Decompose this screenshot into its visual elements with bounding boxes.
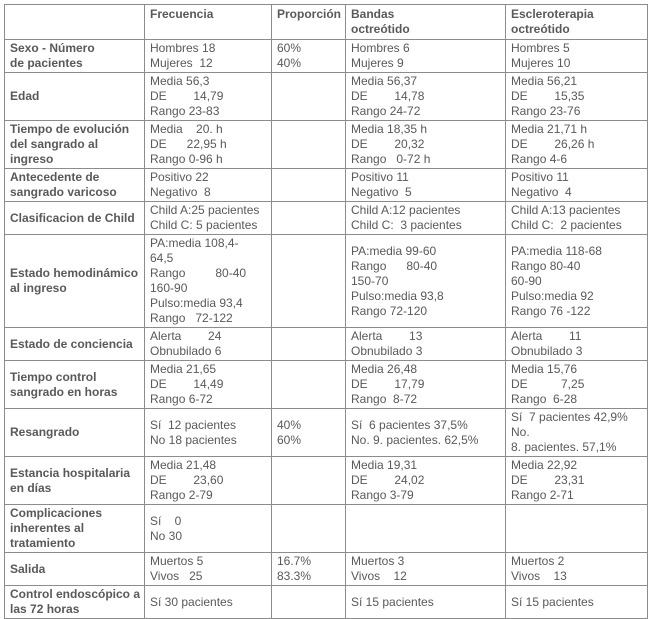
bandas-cell [346, 553, 506, 586]
cell-line: DE 14,79 [150, 89, 224, 103]
proporcion-cell [272, 586, 346, 619]
cell-line: Rango 6-28 [511, 392, 578, 406]
proporcion-cell [272, 328, 346, 361]
cell-line: 83.3% [277, 569, 312, 583]
cell-line: del sangrado al [10, 137, 99, 151]
frecuencia-cell [145, 235, 272, 328]
cell-line: Rango 2-79 [150, 488, 213, 502]
cell-line: Pulso:media 93,8 [351, 288, 444, 303]
cell-line: Sí 7 pacientes 42,9% [511, 410, 628, 424]
cell-line: Media 21,48 [150, 458, 217, 472]
cell-line: 40% [277, 417, 302, 432]
header-frecuencia: Frecuencia [145, 5, 272, 40]
cell-line: Media 56,37 [351, 74, 418, 88]
cell-line: en días [10, 480, 52, 495]
cell-line: DE 7,25 [511, 377, 585, 391]
cell-line: Child A:25 pacientes [150, 203, 260, 217]
cell-line: Child C: 2 pacientes [511, 218, 622, 232]
frecuencia-cell [145, 169, 272, 202]
frecuencia-cell [145, 457, 272, 505]
frecuencia-cell [145, 586, 272, 619]
escleroterapia-cell [506, 73, 648, 121]
cell-line: Positivo 11 [351, 170, 409, 184]
bandas-cell [346, 361, 506, 409]
cell-line: Sí 15 pacientes [511, 594, 594, 609]
cell-line: Rango 80-40 [150, 266, 247, 280]
cell-line: Media 19,31 [351, 458, 418, 472]
table-row [5, 457, 648, 505]
cell-line: Media 22,92 [511, 458, 578, 472]
bandas-cell [346, 457, 506, 505]
cell-line: Estado de conciencia [10, 336, 133, 351]
cell-line: Hombres 5 [511, 41, 570, 55]
cell-line: Rango 72-120 [351, 303, 428, 318]
bandas-cell [346, 73, 506, 121]
bandas-cell [346, 202, 506, 235]
cell-line: Vivos 25 [150, 569, 203, 583]
cell-line: Child A:13 pacientes [511, 203, 621, 217]
cell-line: No 18 pacientes [150, 432, 237, 447]
cell-line: al ingreso [10, 281, 67, 295]
cell-line: sangrado varicoso [10, 185, 117, 199]
cell-line: Rango 76 -122 [511, 303, 591, 318]
frecuencia-cell [145, 202, 272, 235]
proporcion-cell [272, 169, 346, 202]
frecuencia-cell [145, 328, 272, 361]
clinical-results-table [4, 4, 648, 619]
cell-line: Estancia hospitalaria [10, 465, 131, 480]
proporcion-cell [272, 73, 346, 121]
proporcion-cell [272, 505, 346, 553]
cell-line: Obnubilado 3 [351, 344, 423, 358]
cell-line: Obnubilado 3 [511, 344, 583, 358]
cell-line: 16.7% [277, 554, 312, 568]
cell-line: Edad [10, 89, 40, 103]
cell-line: Sí 30 pacientes [150, 594, 233, 609]
frecuencia-cell [145, 40, 272, 73]
cell-line: Media 15,76 [511, 362, 578, 376]
bandas-cell [346, 505, 506, 553]
escleroterapia-cell [506, 202, 648, 235]
cell-line: Rango 0-72 h [351, 152, 431, 166]
cell-line: DE 14,49 [150, 377, 224, 391]
cell-line: DE 24,02 [351, 473, 425, 487]
row-label-cell [5, 202, 145, 235]
frecuencia-cell [145, 409, 272, 457]
escleroterapia-cell [506, 169, 648, 202]
table-row [5, 235, 648, 328]
cell-line: DE 23,60 [150, 473, 224, 487]
cell-line: Child C: 5 pacientes [150, 218, 258, 232]
cell-line: Muertos 3 [351, 554, 405, 568]
cell-line: Rango 2-71 [511, 488, 574, 502]
table-row [5, 586, 648, 619]
row-label-cell [5, 553, 145, 586]
cell-line: las 72 horas [10, 602, 80, 616]
cell-line: Child C: 3 pacientes [351, 218, 462, 232]
proporcion-cell [272, 121, 346, 169]
cell-line: Media 21,71 h [511, 122, 588, 136]
cell-line: Resangrado [10, 425, 80, 439]
cell-line: Negativo 5 [351, 185, 412, 199]
cell-line: Rango 23-76 [511, 104, 581, 118]
escleroterapia-cell [506, 40, 648, 73]
cell-line: Rango 0-96 h [150, 152, 223, 166]
header-bandas-octreotido: Bandas octreótido [346, 5, 506, 40]
cell-line: 40% [277, 56, 302, 70]
bandas-cell [346, 40, 506, 73]
cell-line: Vivos 13 [511, 569, 567, 583]
cell-line: Control endoscópico a [10, 587, 141, 601]
escleroterapia-cell [506, 457, 648, 505]
cell-line: Media 21,65 [150, 362, 217, 376]
header-empty-cell [5, 5, 145, 40]
cell-line: Rango 80-40 [351, 258, 438, 273]
cell-line: Rango 72-122 [150, 311, 233, 325]
cell-line: Mujeres 12 [150, 56, 213, 70]
cell-line: Alerta 13 [351, 329, 423, 343]
cell-line: Rango 3-79 [351, 488, 414, 502]
table-row [5, 553, 648, 586]
cell-line: No 30 [150, 528, 183, 543]
escleroterapia-cell [506, 328, 648, 361]
cell-line: Salida [10, 561, 46, 576]
row-label-cell [5, 40, 145, 73]
row-label-cell [5, 361, 145, 409]
frecuencia-cell [145, 73, 272, 121]
cell-line: Sí 12 pacientes [150, 417, 237, 432]
cell-line: Clasificacion de Child [10, 210, 135, 225]
proporcion-cell [272, 235, 346, 328]
cell-line: 160-90 [150, 281, 188, 295]
frecuencia-cell [145, 505, 272, 553]
frecuencia-cell [145, 121, 272, 169]
cell-line: Obnubilado 6 [150, 344, 222, 358]
cell-line: 64,5 [150, 251, 174, 265]
table-row [5, 169, 648, 202]
cell-line: de pacientes [10, 56, 83, 70]
cell-line: sangrado en horas [10, 384, 118, 399]
cell-line: Rango 4-6 [511, 152, 568, 166]
cell-line: Pulso:media 93,4 [150, 296, 243, 310]
table-row [5, 121, 648, 169]
table-row [5, 202, 648, 235]
cell-line: DE 22,95 h [150, 137, 227, 151]
cell-line: Muertos 5 [150, 554, 204, 568]
cell-line: Media 18,35 h [351, 122, 428, 136]
row-label-cell [5, 586, 145, 619]
proporcion-cell [272, 553, 346, 586]
cell-line: 150-70 [351, 273, 389, 288]
escleroterapia-cell [506, 505, 648, 553]
row-label-cell [5, 457, 145, 505]
cell-line: Hombres 6 [351, 41, 410, 55]
cell-line: 60% [277, 41, 302, 55]
cell-line: inherentes al [10, 521, 85, 535]
row-label-cell [5, 73, 145, 121]
escleroterapia-cell [506, 553, 648, 586]
cell-line: Rango 80-40 [511, 258, 581, 273]
table-row [5, 409, 648, 457]
proporcion-cell [272, 202, 346, 235]
cell-line: Sí 0 [150, 513, 182, 528]
bandas-cell [346, 235, 506, 328]
cell-line: Pulso:media 92 [511, 288, 594, 303]
cell-line: PA:media 108,4- [150, 236, 239, 250]
cell-line: Media 56,21 [511, 74, 578, 88]
row-label-cell [5, 505, 145, 553]
proporcion-cell [272, 409, 346, 457]
header-row [5, 5, 648, 40]
cell-line: Media 56,3 [150, 74, 210, 88]
row-label-cell [5, 121, 145, 169]
escleroterapia-cell [506, 409, 648, 457]
cell-line: ingreso [10, 152, 54, 166]
bandas-cell [346, 409, 506, 457]
cell-line: DE 15,35 [511, 89, 585, 103]
cell-line: DE 26,26 h [511, 137, 595, 151]
escleroterapia-cell [506, 361, 648, 409]
row-label-cell [5, 328, 145, 361]
cell-line: PA:media 99-60 [351, 243, 437, 258]
cell-line: Tiempo de evolución [10, 122, 130, 136]
frecuencia-cell [145, 553, 272, 586]
cell-line: DE 20,32 [351, 137, 425, 151]
escleroterapia-cell [506, 586, 648, 619]
header-escleroterapia-octreotido: Escleroterapia octreótido [506, 5, 648, 40]
cell-line: Positivo 11 [511, 170, 569, 184]
cell-line: Estado hemodinámico [10, 266, 139, 280]
cell-line: Positivo 22 [150, 170, 209, 184]
cell-line: 8. pacientes. 57,1% [511, 440, 617, 454]
cell-line: Alerta 11 [511, 329, 582, 343]
cell-line: Rango 24-72 [351, 104, 421, 118]
cell-line: Negativo 4 [511, 185, 572, 199]
proporcion-cell [272, 361, 346, 409]
cell-line: Sí 15 pacientes [351, 594, 434, 609]
cell-line: DE 17,79 [351, 377, 425, 391]
cell-line: Hombres 18 [150, 41, 216, 55]
table-row [5, 328, 648, 361]
cell-line: Mujeres 10 [511, 56, 571, 70]
row-label-cell [5, 409, 145, 457]
table-row [5, 361, 648, 409]
cell-line: Child A:12 pacientes [351, 203, 461, 217]
proporcion-cell [272, 40, 346, 73]
proporcion-cell [272, 457, 346, 505]
bandas-cell [346, 328, 506, 361]
cell-line: Antecedente de [10, 170, 100, 184]
cell-line: Vivos 12 [351, 569, 407, 583]
cell-line: Negativo 8 [150, 185, 211, 199]
cell-line: Sí 6 pacientes 37,5% [351, 417, 468, 432]
cell-line: Rango 6-72 [150, 392, 213, 406]
cell-line: Muertos 2 [511, 554, 565, 568]
cell-line: Rango 8-72 [351, 392, 418, 406]
cell-line: Media 20. h [150, 122, 223, 136]
cell-line: DE 23,31 [511, 473, 585, 487]
cell-line: Complicaciones [10, 506, 103, 520]
table-row [5, 505, 648, 553]
cell-line: PA:media 118-68 [511, 243, 602, 258]
row-label-cell [5, 235, 145, 328]
cell-line: Sexo - Número [10, 41, 95, 55]
cell-line: No. [511, 425, 530, 439]
frecuencia-cell [145, 361, 272, 409]
cell-line: No. 9. pacientes. 62,5% [351, 432, 479, 447]
cell-line: Rango 23-83 [150, 104, 220, 118]
header-proporcion: Proporción [272, 5, 346, 40]
cell-line: DE 14,78 [351, 89, 425, 103]
row-label-cell [5, 169, 145, 202]
cell-line: 60% [277, 432, 302, 447]
cell-line: Mujeres 9 [351, 56, 404, 70]
table-row [5, 73, 648, 121]
cell-line: 60-90 [511, 273, 542, 288]
bandas-cell [346, 121, 506, 169]
cell-line: Media 26,48 [351, 362, 418, 376]
escleroterapia-cell [506, 235, 648, 328]
cell-line: tratamiento [10, 536, 76, 550]
bandas-cell [346, 169, 506, 202]
cell-line: Alerta 24 [150, 329, 222, 343]
cell-line: Tiempo control [10, 369, 97, 384]
table-row [5, 40, 648, 73]
escleroterapia-cell [506, 121, 648, 169]
bandas-cell [346, 586, 506, 619]
